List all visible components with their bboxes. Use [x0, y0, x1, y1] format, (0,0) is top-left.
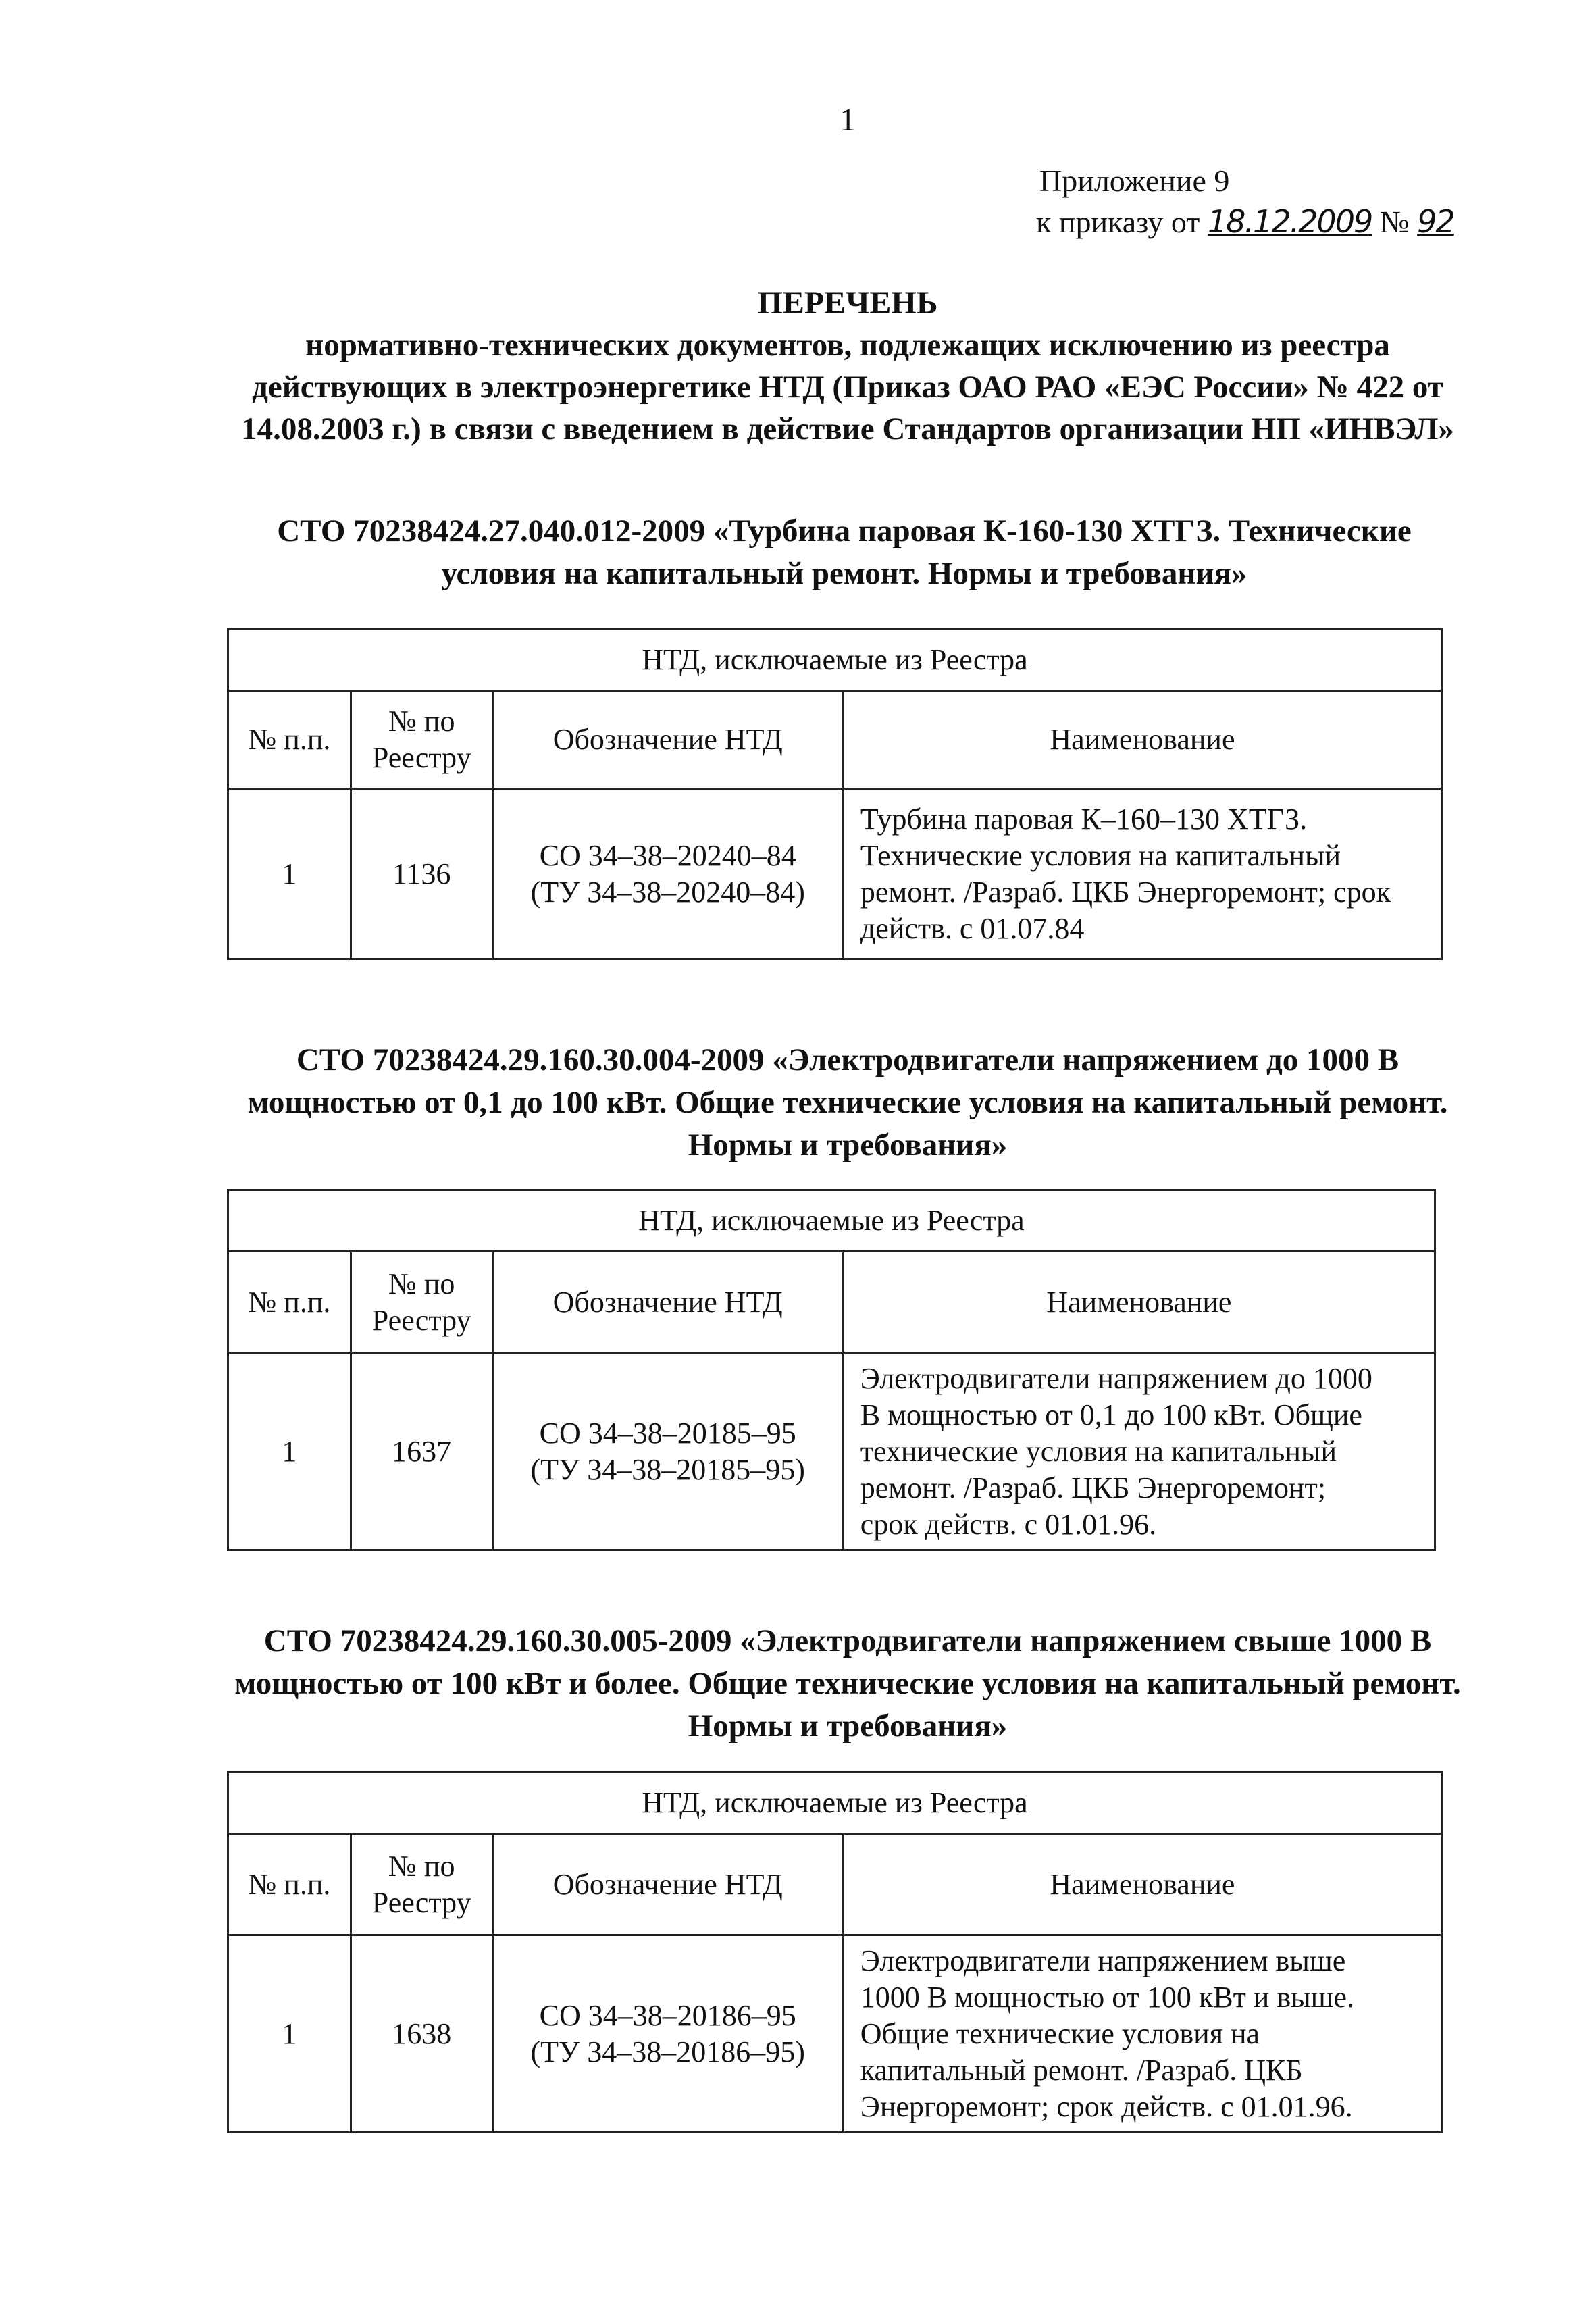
row-num: 1	[228, 1935, 351, 2133]
name-line: 1000 В мощностью от 100 кВт и выше.	[860, 1980, 1355, 2014]
document-heading	[135, 282, 1560, 450]
col-header-designation: Обозначение НТД	[492, 1834, 843, 1935]
row-num: 1	[228, 789, 351, 959]
col-header-reg-line-2: Реестру	[371, 1303, 471, 1337]
sto-heading-2	[162, 1039, 1533, 1167]
name-line: В мощностью от 0,1 до 100 кВт. Общие	[860, 1398, 1362, 1431]
sto-heading-3	[162, 1620, 1533, 1748]
col-header-num: № п.п.	[228, 691, 351, 789]
name-line: срок действ. с 01.01.96.	[860, 1507, 1157, 1541]
col-header-reg	[351, 1834, 492, 1935]
ntd-table-2	[227, 1189, 1436, 1551]
name-line: Электродвигатели напряжением до 1000	[860, 1361, 1372, 1395]
table-row	[228, 789, 1442, 959]
sto-heading-line: мощностью от 100 кВт и более. Общие технические условия на капитальный ремонт.	[234, 1666, 1461, 1701]
name-line: капитальный ремонт. /Разраб. ЦКБ	[860, 2053, 1303, 2087]
heading-line-1: нормативно-технических документов, подлежащих исключению из реестра	[305, 328, 1390, 363]
col-header-name: Наименование	[843, 691, 1441, 789]
row-name	[843, 789, 1441, 959]
name-line: ремонт. /Разраб. ЦКБ Энергоремонт; срок	[860, 875, 1391, 909]
designation-line-2: (ТУ 34–38–20186–95)	[530, 2035, 805, 2068]
table-header-row	[228, 1252, 1435, 1353]
order-prefix: к приказу от	[1036, 205, 1200, 239]
table-header-row	[228, 1834, 1442, 1935]
sto-heading-1	[203, 510, 1486, 595]
sto-heading-line: Нормы и требования»	[688, 1708, 1008, 1744]
col-header-reg-line-1: № по	[388, 705, 455, 738]
col-header-reg-line-2: Реестру	[371, 1885, 471, 1919]
number-sign: №	[1379, 205, 1410, 239]
appendix-label: Приложение 9	[1039, 163, 1230, 198]
name-line: действ. с 01.07.84	[860, 911, 1085, 945]
designation-line-1: СО 34–38–20240–84	[539, 838, 796, 872]
sto-heading-line: Нормы и требования»	[688, 1127, 1008, 1163]
heading-line-3: 14.08.2003 г.) в связи с введением в действие Стандартов организации НП «ИНВЭЛ»	[241, 411, 1454, 447]
designation-line-2: (ТУ 34–38–20240–84)	[530, 875, 805, 909]
col-header-reg	[351, 691, 492, 789]
row-designation	[492, 1935, 843, 2133]
col-header-designation: Обозначение НТД	[492, 1252, 843, 1353]
row-registry-number: 1637	[351, 1353, 492, 1550]
designation-line-2: (ТУ 34–38–20185–95)	[530, 1452, 805, 1486]
order-reference	[1036, 201, 1454, 243]
col-header-reg	[351, 1252, 492, 1353]
col-header-reg-line-1: № по	[388, 1267, 455, 1300]
sto-heading-line: условия на капитальный ремонт. Нормы и требования»	[441, 556, 1247, 591]
table-header-row	[228, 691, 1442, 789]
name-line: Турбина паровая К–160–130 ХТГЗ.	[860, 802, 1308, 836]
document-title: ПЕРЕЧЕНЬ	[757, 285, 938, 321]
name-line: ремонт. /Разраб. ЦКБ Энергоремонт;	[860, 1471, 1326, 1504]
designation-line-1: СО 34–38–20186–95	[539, 1998, 796, 2032]
row-designation	[492, 1353, 843, 1550]
table-caption: НТД, исключаемые из Реестра	[228, 630, 1442, 691]
table-caption: НТД, исключаемые из Реестра	[228, 1190, 1435, 1252]
ntd-table-1	[227, 628, 1443, 960]
name-line: Общие технические условия на	[860, 2016, 1260, 2050]
row-designation	[492, 789, 843, 959]
table-row	[228, 1353, 1435, 1550]
sto-heading-line: СТО 70238424.29.160.30.004-2009 «Электродвигатели напряжением до 1000 В	[296, 1042, 1399, 1077]
sto-heading-line: мощностью от 0,1 до 100 кВт. Общие технические условия на капитальный ремонт.	[247, 1085, 1448, 1120]
row-name	[843, 1353, 1435, 1550]
sto-heading-line: СТО 70238424.27.040.012-2009 «Турбина паровая К-160-130 ХТГЗ. Технические	[277, 513, 1412, 549]
row-registry-number: 1638	[351, 1935, 492, 2133]
order-date-handwritten: 18.12.2009	[1207, 203, 1372, 240]
designation-line-1: СО 34–38–20185–95	[539, 1416, 796, 1450]
sto-heading-line: СТО 70238424.29.160.30.005-2009 «Электродвигатели напряжением свыше 1000 В	[263, 1623, 1432, 1658]
col-header-designation: Обозначение НТД	[492, 691, 843, 789]
col-header-num: № п.п.	[228, 1252, 351, 1353]
ntd-table-3	[227, 1771, 1443, 2133]
page-number: 1	[840, 102, 856, 138]
table-row	[228, 1935, 1442, 2133]
col-header-num: № п.п.	[228, 1834, 351, 1935]
row-name	[843, 1935, 1441, 2133]
name-line: Электродвигатели напряжением выше	[860, 1943, 1346, 1977]
col-header-name: Наименование	[843, 1834, 1441, 1935]
col-header-reg-line-2: Реестру	[371, 741, 471, 774]
row-num: 1	[228, 1353, 351, 1550]
name-line: технические условия на капитальный	[860, 1434, 1337, 1468]
row-registry-number: 1136	[351, 789, 492, 959]
col-header-name: Наименование	[843, 1252, 1435, 1353]
name-line: Энергоремонт; срок действ. с 01.01.96.	[860, 2089, 1353, 2123]
order-number-handwritten: 92	[1417, 203, 1454, 240]
col-header-reg-line-1: № по	[388, 1849, 455, 1883]
appendix-note	[1036, 161, 1454, 243]
name-line: Технические условия на капитальный	[860, 838, 1341, 872]
table-caption: НТД, исключаемые из Реестра	[228, 1773, 1442, 1834]
heading-line-2: действующих в электроэнергетике НТД (Приказ ОАО РАО «ЕЭС России» № 422 от	[252, 370, 1443, 405]
